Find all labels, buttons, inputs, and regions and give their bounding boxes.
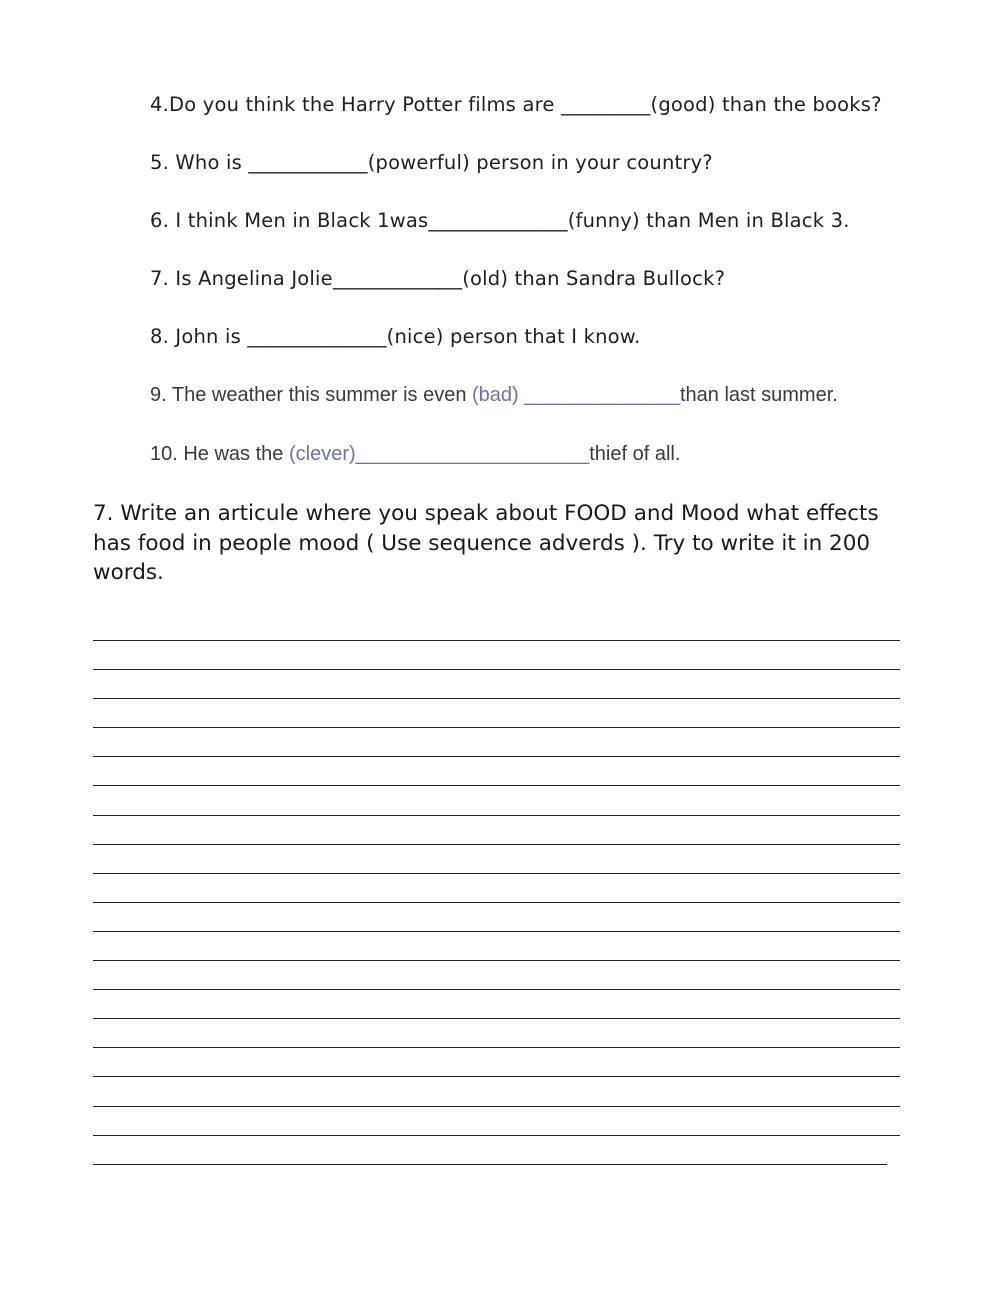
writing-line[interactable] <box>93 1135 900 1164</box>
question-6: 6. I think Men in Black 1was______________(funny) than Men in Black 3. <box>150 209 850 232</box>
writing-line[interactable] <box>93 669 900 698</box>
question-10-end: thief of all. <box>589 443 681 465</box>
question-10-blank[interactable]: _____________________ <box>355 443 590 465</box>
question-7: 7. Is Angelina Jolie_____________(old) than Sandra Bullock? <box>150 267 726 290</box>
writing-line[interactable] <box>93 815 900 844</box>
writing-line[interactable] <box>93 960 900 989</box>
question-5: 5. Who is ____________(powerful) person in your country? <box>150 151 713 174</box>
question-10 <box>150 444 680 464</box>
question-8: 8. John is ______________(nice) person that I know. <box>150 325 641 348</box>
writing-line[interactable] <box>93 989 900 1018</box>
writing-line[interactable] <box>93 640 900 669</box>
question-10-start: 10. He was the <box>150 443 289 465</box>
question-9-hint: (bad) <box>472 384 519 406</box>
writing-line[interactable] <box>93 785 900 814</box>
writing-line[interactable] <box>93 1018 900 1047</box>
writing-line[interactable] <box>93 698 900 727</box>
writing-line[interactable] <box>93 1164 887 1193</box>
writing-line[interactable] <box>93 902 900 931</box>
writing-line[interactable] <box>93 1106 900 1135</box>
writing-line[interactable] <box>93 1047 900 1076</box>
writing-line[interactable] <box>93 873 900 902</box>
writing-area[interactable] <box>93 640 900 1193</box>
writing-line[interactable] <box>93 1076 900 1105</box>
question-9-blank[interactable]: ______________ <box>518 384 680 406</box>
question-9 <box>150 385 838 405</box>
writing-line[interactable] <box>93 727 900 756</box>
writing-task-prompt: 7. Write an articule where you speak about FOOD and Mood what effects has food in people mood ( Use sequence adverds ). Try to write it in 200 words. <box>93 501 879 585</box>
writing-line[interactable] <box>93 756 900 785</box>
question-9-end: than last summer. <box>679 384 838 406</box>
question-9-start: 9. The weather this summer is even <box>150 384 472 406</box>
question-10-hint: (clever) <box>288 443 356 465</box>
question-4: 4.Do you think the Harry Potter films are _________(good) than the books? <box>150 93 882 116</box>
writing-line[interactable] <box>93 844 900 873</box>
writing-line[interactable] <box>93 931 900 960</box>
